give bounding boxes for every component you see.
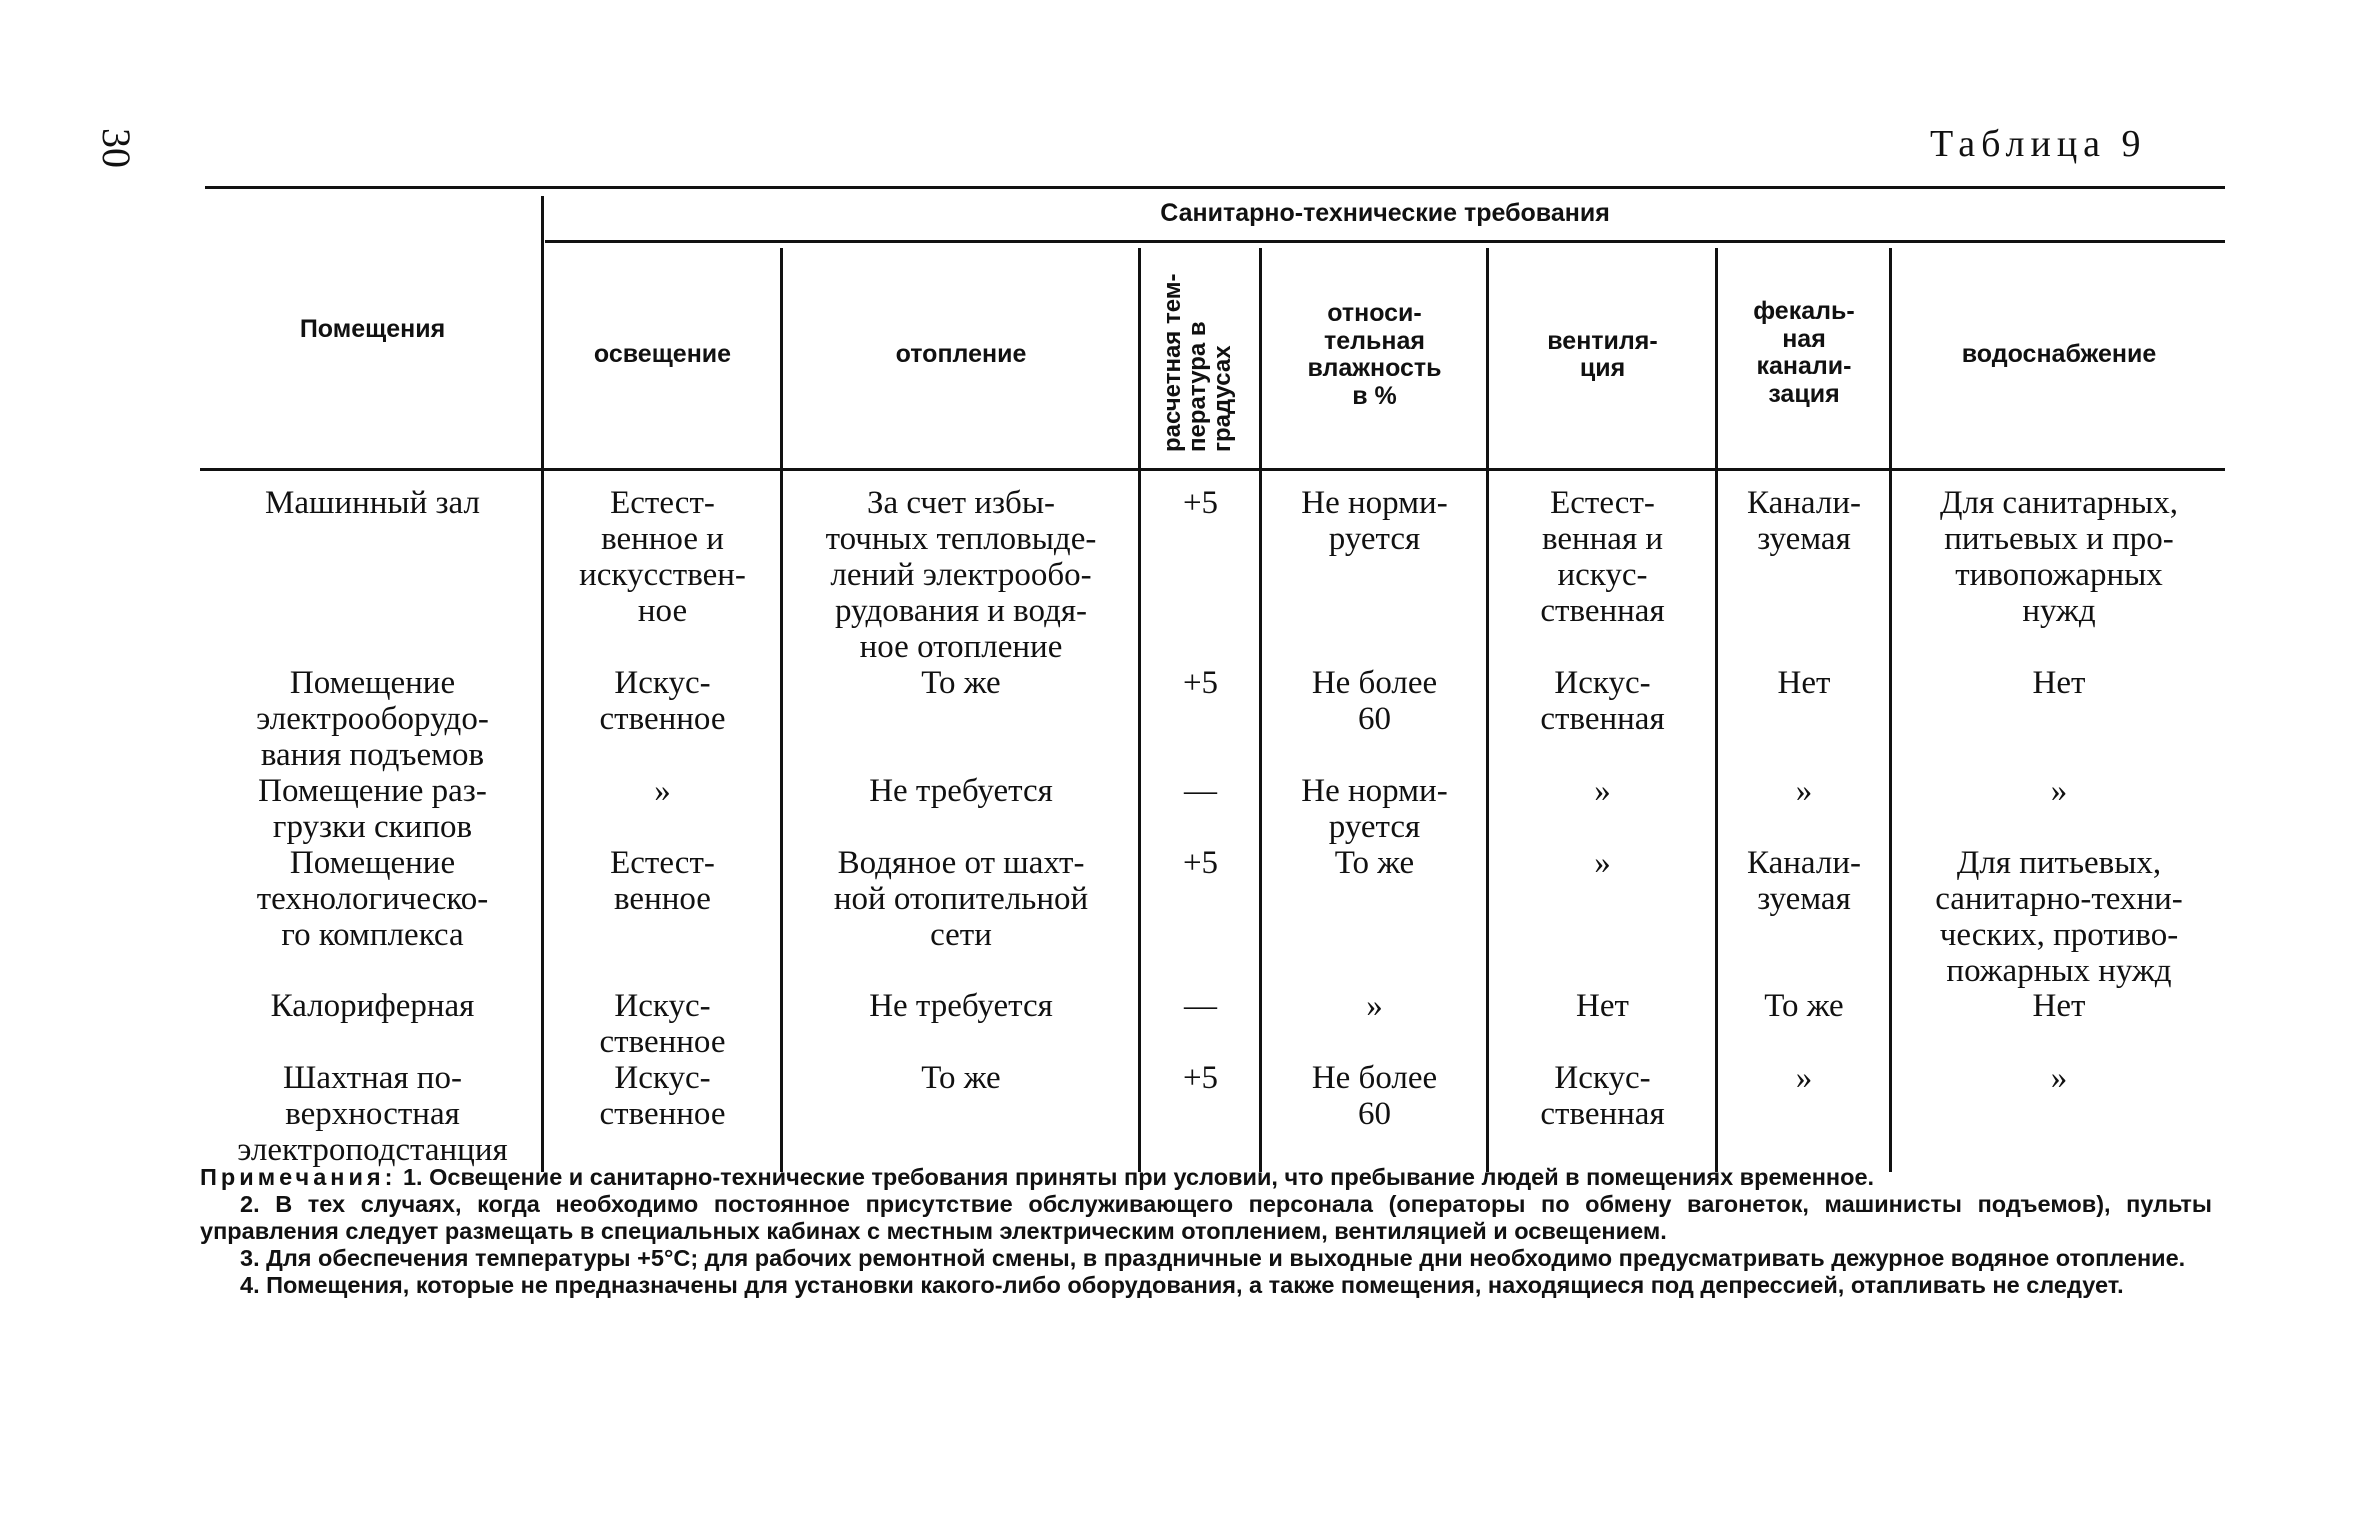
cell-heating: То же bbox=[921, 1060, 1001, 1096]
cell-water: Нет bbox=[2032, 988, 2086, 1024]
top-rule bbox=[205, 186, 2225, 189]
notes-label: Примечания: bbox=[200, 1164, 397, 1190]
cell-room: Калориферная bbox=[270, 988, 475, 1024]
cell-ventilation: Искус- ственная bbox=[1540, 665, 1665, 737]
cell-ventilation: Естест- венная и искус- ственная bbox=[1540, 485, 1665, 629]
cell-temperature: +5 bbox=[1182, 1060, 1219, 1096]
col-divider bbox=[1486, 248, 1489, 1172]
cell-humidity: » bbox=[1366, 988, 1383, 1024]
cell-sewerage: Канали- зуемая bbox=[1747, 845, 1861, 917]
cell-temperature: +5 bbox=[1182, 665, 1219, 701]
note-2: 2. В тех случаях, когда необходимо постоянное присутствие обслуживающего персонала (операторы по обмену вагонеток, машинисты подъемов), пульты управления следует размещать в специальных кабинах с местным электрическим отоплением, вентиляцией и освещением. bbox=[200, 1191, 2212, 1244]
table-title: Таблица 9 bbox=[1930, 123, 2147, 165]
cell-water: » bbox=[2050, 773, 2068, 809]
cell-water: Нет bbox=[2032, 665, 2086, 701]
cell-temperature: +5 bbox=[1182, 845, 1219, 881]
header-heating: отопление bbox=[895, 340, 1027, 369]
col-divider bbox=[1889, 248, 1892, 1172]
header-humidity: относи- тельная влажность в % bbox=[1307, 299, 1442, 410]
page-number: 30 bbox=[94, 128, 139, 168]
cell-lighting: Естест- венное и искусствен- ное bbox=[579, 485, 746, 629]
cell-lighting: Искус- ственное bbox=[599, 665, 726, 737]
cell-temperature: — bbox=[1184, 988, 1217, 1024]
cell-heating: То же bbox=[921, 665, 1001, 701]
header-temperature: расчетная тем- пература в градусах bbox=[1159, 273, 1237, 452]
cell-sewerage: Нет bbox=[1777, 665, 1831, 701]
cell-heating: За счет избы- точных тепловыде- лений электрообо- рудования и водя- ное отопление bbox=[825, 485, 1097, 665]
cell-room: Машинный зал bbox=[265, 485, 480, 521]
header-group: Санитарно-технические требования bbox=[1160, 199, 1610, 228]
header-ventilation: вентиля- ция bbox=[1547, 326, 1658, 382]
cell-water: » bbox=[2050, 1060, 2068, 1096]
col-divider bbox=[1138, 248, 1141, 1172]
cell-ventilation: » bbox=[1594, 773, 1611, 809]
notes bbox=[200, 1164, 2212, 1299]
cell-ventilation: Искус- ственная bbox=[1540, 1060, 1665, 1132]
cell-sewerage: То же bbox=[1764, 988, 1844, 1024]
cell-humidity: Не норми- руется bbox=[1301, 485, 1448, 557]
cell-heating: Не требуется bbox=[869, 773, 1053, 809]
note-3: 3. Для обеспечения температуры +5°С; для рабочих ремонтной смены, в праздничные и выходные дни необходимо предусматривать дежурное водяное отопление. bbox=[240, 1245, 2186, 1271]
cell-lighting: Искус- ственное bbox=[599, 1060, 726, 1132]
group-rule bbox=[545, 240, 2225, 243]
cell-sewerage: » bbox=[1795, 1060, 1813, 1096]
col-divider bbox=[541, 196, 544, 1172]
cell-room: Помещение технологическо- го комплекса bbox=[256, 845, 489, 953]
cell-ventilation: Нет bbox=[1576, 988, 1629, 1024]
cell-humidity: Не более 60 bbox=[1311, 665, 1438, 737]
cell-water: Для санитарных, питьевых и про- тивопожарных нужд bbox=[1940, 485, 2178, 629]
cell-lighting: Искус- ственное bbox=[599, 988, 726, 1060]
cell-humidity: Не более 60 bbox=[1311, 1060, 1438, 1132]
cell-room: Шахтная по- верхностная электроподстанция bbox=[237, 1060, 508, 1168]
cell-water: Для питьевых, санитарно-техни- ческих, противо- пожарных нужд bbox=[1935, 845, 2183, 989]
cell-humidity: То же bbox=[1334, 845, 1415, 881]
cell-room: Помещение электрооборудо- вания подъемов bbox=[256, 665, 489, 773]
cell-ventilation: » bbox=[1594, 845, 1611, 881]
cell-room: Помещение раз- грузки скипов bbox=[258, 773, 487, 845]
note-4: 4. Помещения, которые не предназначены для установки какого-либо оборудования, а также помещения, находящиеся под депрессией, отапливать не следует. bbox=[240, 1272, 2124, 1298]
header-lighting: освещение bbox=[593, 340, 732, 369]
header-rooms: Помещения bbox=[299, 315, 446, 344]
cell-temperature: — bbox=[1184, 773, 1217, 809]
header-sewerage: фекаль- ная канали- зация bbox=[1753, 297, 1855, 408]
col-divider bbox=[780, 248, 783, 1172]
cell-lighting: » bbox=[654, 773, 671, 809]
cell-heating: Водяное от шахт- ной отопительной сети bbox=[833, 845, 1089, 953]
cell-heating: Не требуется bbox=[869, 988, 1053, 1024]
col-divider bbox=[1259, 248, 1262, 1172]
cell-sewerage: » bbox=[1795, 773, 1813, 809]
header-bottom-rule bbox=[200, 468, 2225, 471]
cell-humidity: Не норми- руется bbox=[1301, 773, 1448, 845]
cell-temperature: +5 bbox=[1182, 485, 1219, 521]
note-1: 1. Освещение и санитарно-технические требования приняты при условии, что пребывание людей в помещениях временное. bbox=[402, 1164, 1875, 1190]
cell-lighting: Естест- венное bbox=[610, 845, 715, 917]
col-divider bbox=[1715, 248, 1718, 1172]
cell-sewerage: Канали- зуемая bbox=[1747, 485, 1861, 557]
header-water: водоснабжение bbox=[1961, 340, 2157, 369]
